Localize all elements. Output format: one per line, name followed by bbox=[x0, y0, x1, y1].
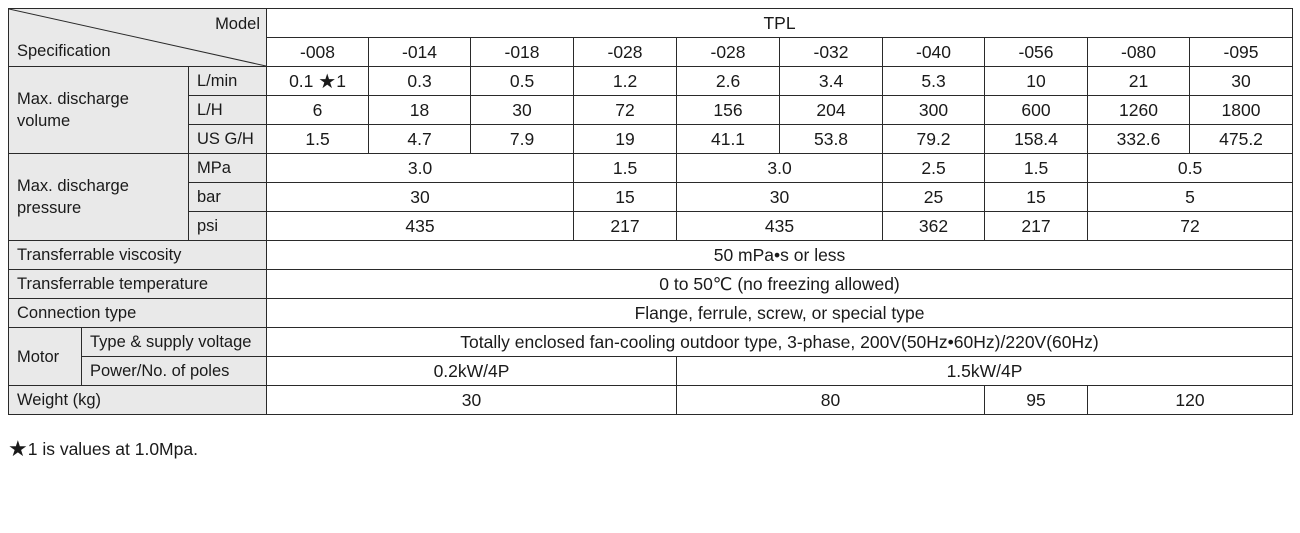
value-cell: 95 bbox=[985, 386, 1088, 415]
value-cell: 1.5 bbox=[574, 154, 677, 183]
header-row-group bbox=[9, 9, 1293, 38]
model-header-cell: -095 bbox=[1190, 38, 1293, 67]
value-cell: 475.2 bbox=[1190, 125, 1293, 154]
value-cell: 156 bbox=[677, 96, 780, 125]
value-cell: 30 bbox=[1190, 67, 1293, 96]
value-cell: 30 bbox=[471, 96, 574, 125]
unit-label: L/min bbox=[189, 67, 267, 96]
value-cell: 0.2kW/4P bbox=[267, 357, 677, 386]
value-cell: 72 bbox=[574, 96, 677, 125]
table-row-viscosity bbox=[9, 241, 1293, 270]
value-cell: 25 bbox=[883, 183, 985, 212]
value-cell: 362 bbox=[883, 212, 985, 241]
value-cell: 435 bbox=[677, 212, 883, 241]
value-cell: 15 bbox=[574, 183, 677, 212]
value-cell: 50 mPa•s or less bbox=[267, 241, 1293, 270]
value-cell: 1.5kW/4P bbox=[677, 357, 1293, 386]
value-cell: 53.8 bbox=[780, 125, 883, 154]
star-icon: ★ bbox=[8, 436, 28, 461]
model-header-cell: -014 bbox=[369, 38, 471, 67]
table-row-weight bbox=[9, 386, 1293, 415]
value-cell: 30 bbox=[267, 386, 677, 415]
value-cell: 217 bbox=[574, 212, 677, 241]
model-header-cell: -056 bbox=[985, 38, 1088, 67]
sub-label-type-voltage: Type & supply voltage bbox=[82, 328, 267, 357]
model-group-header: TPL bbox=[267, 9, 1293, 38]
table-row-temperature bbox=[9, 270, 1293, 299]
value-cell: 0 to 50℃ (no freezing allowed) bbox=[267, 270, 1293, 299]
table-row-motor-power bbox=[9, 357, 1293, 386]
value-cell: 1.5 bbox=[267, 125, 369, 154]
unit-label: L/H bbox=[189, 96, 267, 125]
value-cell: 5.3 bbox=[883, 67, 985, 96]
value-cell: 204 bbox=[780, 96, 883, 125]
value-cell: 4.7 bbox=[369, 125, 471, 154]
value-cell: 41.1 bbox=[677, 125, 780, 154]
value-cell-with-footnote-mark bbox=[267, 67, 369, 96]
model-header-cell: -028 bbox=[574, 38, 677, 67]
row-label-discharge-volume: Max. discharge volume bbox=[9, 67, 189, 154]
value-cell: 600 bbox=[985, 96, 1088, 125]
specification-table bbox=[8, 8, 1293, 415]
footnote-text: 1 is values at 1.0Mpa. bbox=[27, 439, 198, 459]
table-row-pressure-mpa bbox=[9, 154, 1293, 183]
value-cell: 2.6 bbox=[677, 67, 780, 96]
value-cell: Totally enclosed fan-cooling outdoor type, 3-phase, 200V(50Hz•60Hz)/220V(60Hz) bbox=[267, 328, 1293, 357]
value-cell: 18 bbox=[369, 96, 471, 125]
value-cell: 15 bbox=[985, 183, 1088, 212]
value-cell: 7.9 bbox=[471, 125, 574, 154]
model-corner-label: Model bbox=[215, 15, 261, 33]
value-cell: 2.5 bbox=[883, 154, 985, 183]
table-row-volume-lmin bbox=[9, 67, 1293, 96]
sub-label-power-poles: Power/No. of poles bbox=[82, 357, 267, 386]
value-cell: 3.0 bbox=[677, 154, 883, 183]
value-cell: 120 bbox=[1088, 386, 1293, 415]
unit-label: bar bbox=[189, 183, 267, 212]
model-header-cell: -040 bbox=[883, 38, 985, 67]
table-row-volume-lh bbox=[9, 96, 1293, 125]
row-label-connection-type: Connection type bbox=[9, 299, 267, 328]
table-row-volume-usgh bbox=[9, 125, 1293, 154]
value-cell: 1.5 bbox=[985, 154, 1088, 183]
star-icon: ★ bbox=[318, 71, 337, 93]
value-cell: 332.6 bbox=[1088, 125, 1190, 154]
value-cell: 300 bbox=[883, 96, 985, 125]
value-cell: 1800 bbox=[1190, 96, 1293, 125]
table-row-connection bbox=[9, 299, 1293, 328]
model-header-cell: -028 bbox=[677, 38, 780, 67]
row-label-discharge-pressure: Max. discharge pressure bbox=[9, 154, 189, 241]
value-cell: 1.2 bbox=[574, 67, 677, 96]
specification-corner-label: Specification bbox=[17, 42, 111, 60]
model-header-cell: -018 bbox=[471, 38, 574, 67]
table-row-pressure-psi bbox=[9, 212, 1293, 241]
value-cell: 72 bbox=[1088, 212, 1293, 241]
value-cell: 30 bbox=[677, 183, 883, 212]
value-cell: 0.5 bbox=[1088, 154, 1293, 183]
table-row-pressure-bar bbox=[9, 183, 1293, 212]
model-header-cell: -032 bbox=[780, 38, 883, 67]
row-label-weight: Weight (kg) bbox=[9, 386, 267, 415]
value-cell: 435 bbox=[267, 212, 574, 241]
value-cell: 10 bbox=[985, 67, 1088, 96]
row-label-motor: Motor bbox=[9, 328, 82, 386]
value-cell: 3.4 bbox=[780, 67, 883, 96]
unit-label: MPa bbox=[189, 154, 267, 183]
row-label-temperature: Transferrable temperature bbox=[9, 270, 267, 299]
value-cell: 3.0 bbox=[267, 154, 574, 183]
value-cell: Flange, ferrule, screw, or special type bbox=[267, 299, 1293, 328]
corner-header-cell bbox=[9, 9, 267, 67]
unit-label: psi bbox=[189, 212, 267, 241]
value-cell: 21 bbox=[1088, 67, 1190, 96]
value-cell: 0.3 bbox=[369, 67, 471, 96]
value-cell: 0.5 bbox=[471, 67, 574, 96]
value-cell: 80 bbox=[677, 386, 985, 415]
row-label-viscosity: Transferrable viscosity bbox=[9, 241, 267, 270]
value-text: 0.1 bbox=[289, 71, 314, 91]
value-cell: 6 bbox=[267, 96, 369, 125]
footnote-number: 1 bbox=[336, 71, 346, 91]
value-cell: 1260 bbox=[1088, 96, 1190, 125]
model-header-cell: -008 bbox=[267, 38, 369, 67]
value-cell: 19 bbox=[574, 125, 677, 154]
table-row-motor-type bbox=[9, 328, 1293, 357]
value-cell: 30 bbox=[267, 183, 574, 212]
value-cell: 5 bbox=[1088, 183, 1293, 212]
unit-label: US G/H bbox=[189, 125, 267, 154]
model-header-cell: -080 bbox=[1088, 38, 1190, 67]
footnote bbox=[8, 435, 198, 461]
value-cell: 79.2 bbox=[883, 125, 985, 154]
value-cell: 158.4 bbox=[985, 125, 1088, 154]
value-cell: 217 bbox=[985, 212, 1088, 241]
